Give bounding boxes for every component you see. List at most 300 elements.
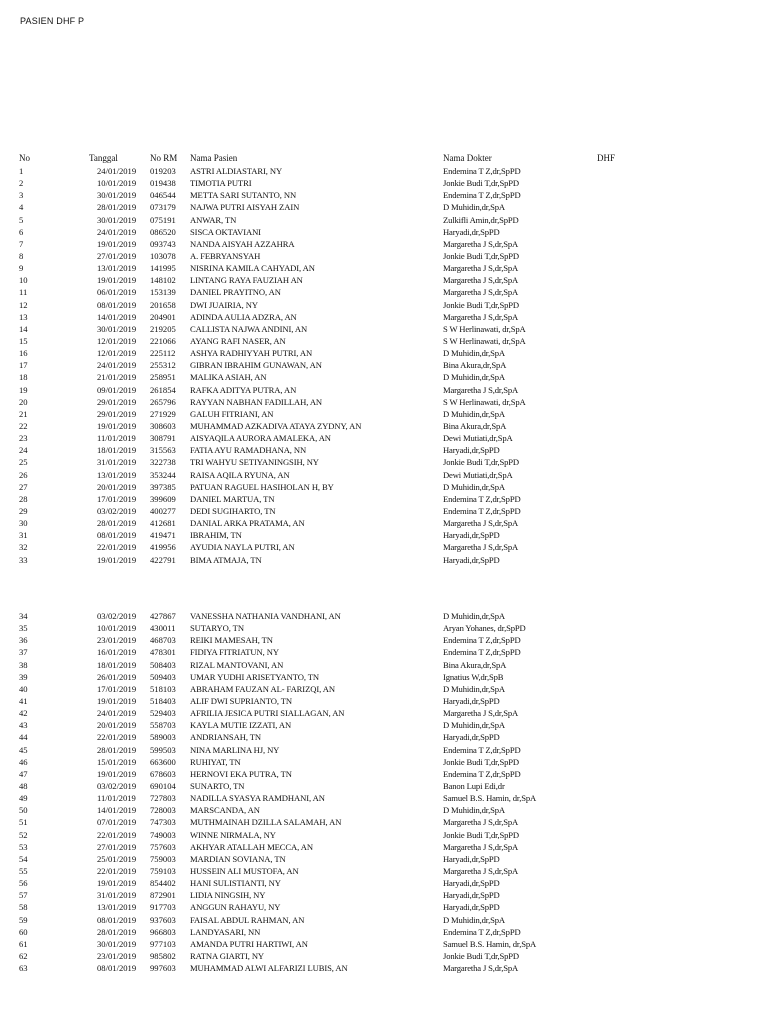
cell-tanggal: 15/01/2019 — [97, 756, 137, 767]
cell-nama-dokter: Jonkie Budi T,dr,SpPD — [443, 457, 519, 468]
table-row — [0, 901, 768, 913]
table-row — [0, 226, 768, 238]
cell-nama-pasien: FATIA AYU RAMADHANA, NN — [190, 445, 307, 456]
cell-tanggal: 22/01/2019 — [97, 865, 137, 876]
cell-nama-pasien: ASTRI ALDIASTARI, NY — [190, 166, 283, 176]
cell-nama-pasien: ANGGUN RAHAYU, NY — [190, 902, 281, 913]
cell-no-rm: 518403 — [150, 695, 176, 706]
cell-no-rm: 997603 — [150, 963, 176, 974]
cell-nama-dokter: Haryadi,dr,SpPD — [443, 890, 500, 901]
cell-nama-dokter: Margaretha J S,dr,SpA — [443, 708, 519, 719]
cell-no: 31 — [19, 530, 28, 541]
cell-tanggal: 22/01/2019 — [97, 542, 137, 553]
cell-tanggal: 20/01/2019 — [97, 720, 137, 731]
cell-no-rm: 985802 — [150, 950, 176, 961]
cell-nama-dokter: Bina Akura,dr,SpA — [443, 659, 507, 670]
cell-nama-dokter: Jonkie Budi T,dr,SpPD — [443, 250, 519, 261]
cell-nama-dokter: Margaretha J S,dr,SpA — [443, 817, 519, 828]
cell-nama-dokter: Zulkifli Amin,dr,SpPD — [443, 214, 519, 225]
cell-no: 50 — [19, 805, 28, 816]
cell-tanggal: 27/01/2019 — [97, 841, 137, 852]
table-row — [0, 744, 768, 756]
cell-tanggal: 03/02/2019 — [97, 780, 137, 791]
cell-no: 38 — [19, 659, 28, 670]
cell-no: 47 — [19, 768, 28, 779]
cell-nama-pasien: RAYYAN NABHAN FADILLAH, AN — [190, 396, 323, 407]
table-row — [0, 829, 768, 841]
table-row — [0, 481, 768, 493]
cell-no: 27 — [19, 481, 28, 492]
cell-no: 29 — [19, 505, 28, 516]
cell-tanggal: 18/01/2019 — [97, 445, 137, 456]
table-row — [0, 914, 768, 926]
cell-no-rm: 430011 — [150, 623, 176, 634]
cell-nama-dokter: Endemina T Z,dr,SpPD — [443, 744, 521, 755]
cell-no-rm: 225112 — [150, 348, 176, 359]
table-row — [0, 756, 768, 768]
cell-no-rm: 255312 — [150, 360, 176, 371]
cell-no-rm: 558703 — [150, 720, 176, 731]
cell-nama-dokter: Margaretha J S,dr,SpA — [443, 865, 519, 876]
cell-nama-pasien: BIMA ATMAJA, TN — [190, 554, 262, 565]
cell-tanggal: 17/01/2019 — [97, 683, 137, 694]
cell-no-rm: 749003 — [150, 829, 176, 840]
cell-nama-dokter: Endemina T Z,dr,SpPD — [443, 166, 521, 176]
cell-no-rm: 937603 — [150, 914, 176, 925]
cell-nama-dokter: Margaretha J S,dr,SpA — [443, 238, 519, 249]
cell-nama-dokter: D Muhidin,dr,SpA — [443, 481, 505, 492]
table-row — [0, 889, 768, 901]
cell-no: 25 — [19, 457, 28, 468]
table-row — [0, 432, 768, 444]
cell-no-rm: 258951 — [150, 372, 176, 383]
cell-nama-dokter: D Muhidin,dr,SpA — [443, 720, 505, 731]
table-row — [0, 359, 768, 371]
cell-nama-pasien: MARDIAN SOVIANA, TN — [190, 853, 286, 864]
cell-no: 7 — [19, 238, 24, 249]
cell-no-rm: 419956 — [150, 542, 176, 553]
cell-tanggal: 19/01/2019 — [97, 275, 137, 286]
cell-nama-dokter: Dewi Mutiati,dr,SpA — [443, 469, 513, 480]
cell-no: 6 — [19, 226, 24, 237]
table-row — [0, 371, 768, 383]
cell-no-rm: 690104 — [150, 780, 176, 791]
cell-no: 9 — [19, 263, 24, 274]
cell-nama-pasien: NADILLA SYASYA RAMDHANI, AN — [190, 793, 325, 804]
cell-tanggal: 13/01/2019 — [97, 902, 137, 913]
cell-nama-dokter: Margaretha J S,dr,SpA — [443, 384, 519, 395]
cell-nama-pasien: CALLISTA NAJWA ANDINI, AN — [190, 323, 308, 334]
cell-no-rm: 422791 — [150, 554, 176, 565]
cell-nama-dokter: D Muhidin,dr,SpA — [443, 202, 505, 213]
table-row — [0, 274, 768, 286]
cell-nama-dokter: Margaretha J S,dr,SpA — [443, 287, 519, 298]
table-row — [0, 384, 768, 396]
cell-no: 34 — [19, 611, 28, 621]
cell-nama-dokter: Endemina T Z,dr,SpPD — [443, 190, 521, 201]
cell-no-rm: 308603 — [150, 420, 176, 431]
cell-no: 62 — [19, 950, 28, 961]
table-row — [0, 719, 768, 731]
cell-no-rm: 747303 — [150, 817, 176, 828]
cell-nama-dokter: Haryadi,dr,SpPD — [443, 554, 500, 565]
cell-no-rm: 419471 — [150, 530, 176, 541]
cell-no: 42 — [19, 708, 28, 719]
table-row — [0, 262, 768, 274]
cell-nama-pasien: ASHYA RADHIYYAH PUTRI, AN — [190, 348, 313, 359]
cell-tanggal: 28/01/2019 — [97, 518, 137, 529]
header-no-rm: No RM — [150, 153, 178, 163]
cell-tanggal: 30/01/2019 — [97, 190, 137, 201]
cell-no: 63 — [19, 963, 28, 974]
cell-tanggal: 08/01/2019 — [97, 299, 137, 310]
cell-no: 3 — [19, 190, 24, 201]
cell-no: 26 — [19, 469, 28, 480]
table-row — [0, 444, 768, 456]
cell-tanggal: 10/01/2019 — [97, 178, 137, 189]
cell-nama-pasien: NISRINA KAMILA CAHYADI, AN — [190, 263, 315, 274]
cell-nama-pasien: SUNARTO, TN — [190, 780, 245, 791]
cell-tanggal: 27/01/2019 — [97, 250, 137, 261]
cell-no-rm: 093743 — [150, 238, 176, 249]
cell-tanggal: 24/01/2019 — [97, 226, 137, 237]
cell-nama-pasien: REIKI MAMESAH, TN — [190, 635, 273, 646]
cell-nama-pasien: FAISAL ABDUL RAHMAN, AN — [190, 914, 305, 925]
cell-tanggal: 31/01/2019 — [97, 890, 137, 901]
table-row — [0, 554, 768, 566]
cell-nama-dokter: Endemina T Z,dr,SpPD — [443, 635, 521, 646]
cell-nama-dokter: D Muhidin,dr,SpA — [443, 805, 505, 816]
cell-nama-pasien: LINTANG RAYA FAUZIAH AN — [190, 275, 303, 286]
cell-nama-dokter: Margaretha J S,dr,SpA — [443, 963, 519, 974]
cell-nama-pasien: DANIAL ARKA PRATAMA, AN — [190, 518, 305, 529]
table-row — [0, 768, 768, 780]
cell-nama-pasien: SISCA OKTAVIANI — [190, 226, 261, 237]
table-row — [0, 610, 768, 622]
cell-tanggal: 18/01/2019 — [97, 659, 137, 670]
cell-nama-dokter: Samuel B.S. Hamin, dr,SpA — [443, 938, 537, 949]
cell-nama-dokter: Endemina T Z,dr,SpPD — [443, 647, 521, 658]
cell-no-rm: 599503 — [150, 744, 176, 755]
cell-nama-pasien: NAJWA PUTRI AISYAH ZAIN — [190, 202, 300, 213]
table-row — [0, 529, 768, 541]
table-row — [0, 177, 768, 189]
cell-nama-dokter: S W Herlinawati, dr,SpA — [443, 335, 526, 346]
cell-nama-pasien: A. FEBRYANSYAH — [190, 250, 261, 261]
table-row — [0, 311, 768, 323]
table-row — [0, 493, 768, 505]
cell-tanggal: 30/01/2019 — [97, 323, 137, 334]
cell-nama-dokter: Jonkie Budi T,dr,SpPD — [443, 756, 519, 767]
cell-no-rm: 468703 — [150, 635, 176, 646]
cell-tanggal: 30/01/2019 — [97, 938, 137, 949]
cell-no: 57 — [19, 890, 28, 901]
header-nama-dokter: Nama Dokter — [443, 153, 492, 163]
cell-nama-dokter: Margaretha J S,dr,SpA — [443, 841, 519, 852]
table-row — [0, 347, 768, 359]
table-row — [0, 659, 768, 671]
cell-no-rm: 508403 — [150, 659, 176, 670]
cell-no: 14 — [19, 323, 28, 334]
table-row — [0, 804, 768, 816]
cell-nama-pasien: RUHIYAT, TN — [190, 756, 241, 767]
cell-nama-pasien: DANIEL PRAYITNO, AN — [190, 287, 281, 298]
cell-no-rm: 412681 — [150, 518, 176, 529]
cell-nama-pasien: AYUDIA NAYLA PUTRI, AN — [190, 542, 295, 553]
page-title: PASIEN DHF P — [20, 16, 85, 26]
cell-nama-pasien: IBRAHIM, TN — [190, 530, 242, 541]
cell-nama-dokter: Dewi Mutiati,dr,SpA — [443, 433, 513, 444]
cell-nama-dokter: Endemina T Z,dr,SpPD — [443, 505, 521, 516]
cell-nama-dokter: Endemina T Z,dr,SpPD — [443, 768, 521, 779]
header-tanggal: Tanggal — [89, 153, 118, 163]
cell-no: 5 — [19, 214, 24, 225]
table-row — [0, 731, 768, 743]
cell-tanggal: 26/01/2019 — [97, 671, 137, 682]
cell-no-rm: 529403 — [150, 708, 176, 719]
cell-nama-dokter: Jonkie Budi T,dr,SpPD — [443, 299, 519, 310]
cell-nama-pasien: ANWAR, TN — [190, 214, 237, 225]
cell-nama-pasien: TRI WAHYU SETIYANINGSIH, NY — [190, 457, 319, 468]
cell-no: 20 — [19, 396, 28, 407]
table-row — [0, 950, 768, 962]
cell-no: 59 — [19, 914, 28, 925]
cell-tanggal: 08/01/2019 — [97, 914, 137, 925]
table-row — [0, 250, 768, 262]
patient-table-block-1 — [0, 165, 768, 566]
table-row — [0, 707, 768, 719]
cell-tanggal: 31/01/2019 — [97, 457, 137, 468]
cell-no: 16 — [19, 348, 28, 359]
cell-nama-pasien: RAFKA ADITYA PUTRA, AN — [190, 384, 297, 395]
cell-nama-pasien: MUTHMAINAH DZILLA SALAMAH, AN — [190, 817, 342, 828]
cell-no-rm: 103078 — [150, 250, 176, 261]
table-row — [0, 517, 768, 529]
cell-nama-pasien: TIMOTIA PUTRI — [190, 178, 252, 189]
cell-nama-pasien: AFRILIA JESICA PUTRI SIALLAGAN, AN — [190, 708, 345, 719]
cell-no-rm: 917703 — [150, 902, 176, 913]
table-header — [0, 153, 768, 165]
table-row — [0, 816, 768, 828]
cell-tanggal: 21/01/2019 — [97, 372, 137, 383]
cell-no-rm: 977103 — [150, 938, 176, 949]
cell-nama-dokter: Banon Lupi Edi,dr — [443, 780, 505, 791]
cell-no: 21 — [19, 408, 28, 419]
cell-tanggal: 30/01/2019 — [97, 214, 137, 225]
cell-nama-pasien: DEDI SUGIHARTO, TN — [190, 505, 276, 516]
cell-nama-pasien: GALUH FITRIANI, AN — [190, 408, 274, 419]
table-row — [0, 299, 768, 311]
cell-nama-dokter: Bina Akura,dr,SpA — [443, 420, 507, 431]
cell-nama-dokter: Samuel B.S. Hamin, dr,SpA — [443, 793, 537, 804]
cell-no-rm: 678603 — [150, 768, 176, 779]
table-row — [0, 634, 768, 646]
cell-no: 45 — [19, 744, 28, 755]
table-row — [0, 841, 768, 853]
cell-nama-pasien: WINNE NIRMALA, NY — [190, 829, 276, 840]
cell-nama-dokter: Jonkie Budi T,dr,SpPD — [443, 178, 519, 189]
cell-no-rm: 148102 — [150, 275, 176, 286]
cell-nama-dokter: Margaretha J S,dr,SpA — [443, 263, 519, 274]
cell-nama-pasien: FIDIYA FITRIATUN, NY — [190, 647, 279, 658]
table-row — [0, 541, 768, 553]
cell-nama-dokter: D Muhidin,dr,SpA — [443, 372, 505, 383]
cell-nama-pasien: RAISA AQILA RYUNA, AN — [190, 469, 290, 480]
cell-no-rm: 400277 — [150, 505, 176, 516]
cell-nama-pasien: ALIF DWI SUPRIANTO, TN — [190, 695, 293, 706]
cell-tanggal: 06/01/2019 — [97, 287, 137, 298]
cell-no: 39 — [19, 671, 28, 682]
cell-nama-pasien: ADINDA AULIA ADZRA, AN — [190, 311, 297, 322]
cell-no-rm: 727803 — [150, 793, 176, 804]
cell-no-rm: 221066 — [150, 335, 176, 346]
cell-tanggal: 19/01/2019 — [97, 878, 137, 889]
cell-tanggal: 09/01/2019 — [97, 384, 137, 395]
cell-no: 13 — [19, 311, 28, 322]
cell-no-rm: 322738 — [150, 457, 176, 468]
cell-no: 2 — [19, 178, 24, 189]
cell-no-rm: 353244 — [150, 469, 176, 480]
cell-nama-dokter: D Muhidin,dr,SpA — [443, 348, 505, 359]
patient-table-block-2 — [0, 610, 768, 974]
cell-no: 8 — [19, 250, 24, 261]
table-row — [0, 938, 768, 950]
cell-no: 37 — [19, 647, 28, 658]
cell-nama-dokter: Jonkie Budi T,dr,SpPD — [443, 950, 519, 961]
cell-tanggal: 08/01/2019 — [97, 530, 137, 541]
table-row — [0, 396, 768, 408]
cell-no: 17 — [19, 360, 28, 371]
cell-tanggal: 13/01/2019 — [97, 469, 137, 480]
cell-no: 32 — [19, 542, 28, 553]
cell-tanggal: 29/01/2019 — [97, 408, 137, 419]
table-row — [0, 505, 768, 517]
cell-nama-dokter: Endemina T Z,dr,SpPD — [443, 926, 521, 937]
table-row — [0, 408, 768, 420]
cell-no-rm: 872901 — [150, 890, 176, 901]
cell-nama-pasien: NINA MARLINA HJ, NY — [190, 744, 280, 755]
cell-tanggal: 03/02/2019 — [97, 505, 137, 516]
cell-nama-dokter: Haryadi,dr,SpPD — [443, 530, 500, 541]
cell-nama-dokter: Haryadi,dr,SpPD — [443, 695, 500, 706]
cell-no-rm: 141995 — [150, 263, 176, 274]
cell-no-rm: 073179 — [150, 202, 176, 213]
cell-tanggal: 17/01/2019 — [97, 493, 137, 504]
cell-no-rm: 757603 — [150, 841, 176, 852]
cell-nama-dokter: Bina Akura,dr,SpA — [443, 360, 507, 371]
cell-nama-dokter: Endemina T Z,dr,SpPD — [443, 493, 521, 504]
cell-no: 12 — [19, 299, 28, 310]
cell-no-rm: 265796 — [150, 396, 176, 407]
cell-tanggal: 10/01/2019 — [97, 623, 137, 634]
cell-no: 24 — [19, 445, 28, 456]
header-nama-pasien: Nama Pasien — [190, 153, 238, 163]
cell-nama-dokter: D Muhidin,dr,SpA — [443, 611, 505, 621]
table-row — [0, 214, 768, 226]
cell-no: 53 — [19, 841, 28, 852]
cell-no: 10 — [19, 275, 28, 286]
cell-tanggal: 19/01/2019 — [97, 238, 137, 249]
cell-nama-pasien: LIDIA NINGSIH, NY — [190, 890, 266, 901]
cell-nama-dokter: S W Herlinawati, dr,SpA — [443, 396, 526, 407]
cell-tanggal: 19/01/2019 — [97, 768, 137, 779]
cell-nama-dokter: D Muhidin,dr,SpA — [443, 914, 505, 925]
cell-nama-dokter: Haryadi,dr,SpPD — [443, 226, 500, 237]
table-row — [0, 962, 768, 974]
table-row — [0, 286, 768, 298]
cell-no: 11 — [19, 287, 28, 298]
cell-nama-pasien: AISYAQILA AURORA AMALEKA, AN — [190, 433, 331, 444]
cell-tanggal: 14/01/2019 — [97, 805, 137, 816]
cell-nama-dokter: Margaretha J S,dr,SpA — [443, 275, 519, 286]
cell-nama-pasien: MALIKA ASIAH, AN — [190, 372, 267, 383]
cell-no: 4 — [19, 202, 24, 213]
table-row — [0, 622, 768, 634]
cell-tanggal: 23/01/2019 — [97, 950, 137, 961]
cell-nama-pasien: DWI JUAIRIA, NY — [190, 299, 258, 310]
table-row — [0, 865, 768, 877]
cell-nama-dokter: Margaretha J S,dr,SpA — [443, 311, 519, 322]
cell-no-rm: 261854 — [150, 384, 176, 395]
cell-no: 58 — [19, 902, 28, 913]
cell-no-rm: 509403 — [150, 671, 176, 682]
cell-no-rm: 663600 — [150, 756, 176, 767]
cell-nama-dokter: Jonkie Budi T,dr,SpPD — [443, 829, 519, 840]
cell-tanggal: 11/01/2019 — [97, 793, 136, 804]
cell-no: 23 — [19, 433, 28, 444]
cell-nama-pasien: MUHAMMAD ALWI ALFARIZI LUBIS, AN — [190, 963, 348, 974]
cell-nama-pasien: VANESSHA NATHANIA VANDHANI, AN — [190, 611, 341, 621]
cell-no: 30 — [19, 518, 28, 529]
cell-nama-dokter: Haryadi,dr,SpPD — [443, 878, 500, 889]
cell-no: 33 — [19, 554, 28, 565]
cell-tanggal: 20/01/2019 — [97, 481, 137, 492]
table-row — [0, 201, 768, 213]
cell-nama-pasien: HANI SULISTIANTI, NY — [190, 878, 281, 889]
cell-tanggal: 28/01/2019 — [97, 744, 137, 755]
cell-no-rm: 728003 — [150, 805, 176, 816]
cell-nama-pasien: RIZAL MANTOVANI, AN — [190, 659, 284, 670]
cell-no-rm: 153139 — [150, 287, 176, 298]
cell-no-rm: 589003 — [150, 732, 176, 743]
cell-no-rm: 399609 — [150, 493, 176, 504]
cell-no-rm: 075191 — [150, 214, 176, 225]
table-row — [0, 189, 768, 201]
table-row — [0, 238, 768, 250]
table-row — [0, 926, 768, 938]
cell-no-rm: 397385 — [150, 481, 176, 492]
cell-nama-dokter: Haryadi,dr,SpPD — [443, 853, 500, 864]
table-row — [0, 853, 768, 865]
cell-nama-dokter: Margaretha J S,dr,SpA — [443, 518, 519, 529]
cell-tanggal: 22/01/2019 — [97, 732, 137, 743]
cell-nama-pasien: AYANG RAFI NASER, AN — [190, 335, 286, 346]
cell-nama-pasien: RATNA GIARTI, NY — [190, 950, 265, 961]
cell-tanggal: 07/01/2019 — [97, 817, 137, 828]
cell-no-rm: 019438 — [150, 178, 176, 189]
cell-nama-pasien: MARSCANDA, AN — [190, 805, 260, 816]
cell-tanggal: 14/01/2019 — [97, 311, 137, 322]
cell-tanggal: 03/02/2019 — [97, 611, 137, 621]
cell-tanggal: 19/01/2019 — [97, 420, 137, 431]
cell-no-rm: 219205 — [150, 323, 176, 334]
cell-tanggal: 25/01/2019 — [97, 853, 137, 864]
cell-tanggal: 24/01/2019 — [97, 708, 137, 719]
cell-nama-pasien: AMANDA PUTRI HARTIWI, AN — [190, 938, 308, 949]
cell-tanggal: 24/01/2019 — [97, 360, 137, 371]
cell-no: 61 — [19, 938, 28, 949]
cell-no: 54 — [19, 853, 28, 864]
